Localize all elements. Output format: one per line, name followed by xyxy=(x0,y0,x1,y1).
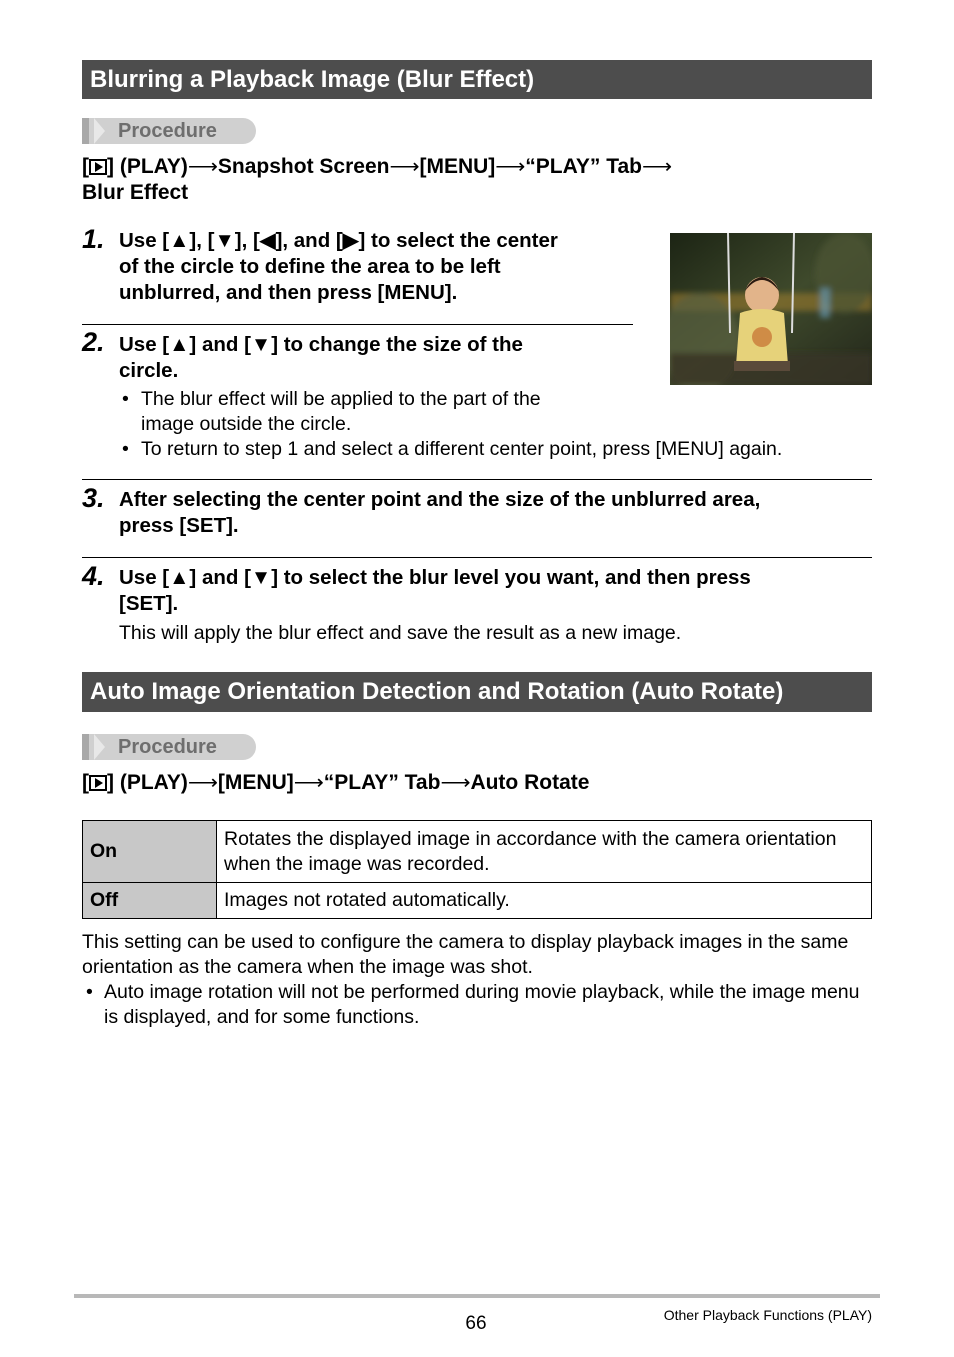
divider xyxy=(82,479,872,480)
section-title-blur-effect xyxy=(82,60,872,99)
divider xyxy=(82,557,872,558)
arrow-right-icon: ⟶ xyxy=(187,771,219,794)
procedure-badge xyxy=(82,118,256,144)
divider xyxy=(82,324,633,325)
option-key: On xyxy=(83,821,217,883)
play-icon xyxy=(89,775,107,791)
menu-path: [ ] (PLAY)⟶[MENU]⟶“PLAY” Tab⟶Auto Rotate xyxy=(82,771,590,794)
auto-rotate-options-table xyxy=(82,820,872,919)
section-title-text: Blurring a Playback Image (Blur Effect) xyxy=(90,65,535,93)
play-icon xyxy=(89,159,107,175)
option-key: Off xyxy=(83,883,217,919)
procedure-label: Procedure xyxy=(118,736,217,758)
arrow-right-icon: ⟶ xyxy=(495,155,526,178)
step-3-text: After selecting the center point and the size of the unblurred area, press [SET]. xyxy=(119,488,761,537)
arrow-right-icon: ⟶ xyxy=(389,155,420,178)
step-number: 4. xyxy=(82,561,105,591)
step-4-text: Use [▲] and [▼] to select the blur level you want, and then press [SET]. xyxy=(119,566,751,615)
step-number: 2. xyxy=(82,327,105,357)
bullet-marker: • xyxy=(122,438,129,460)
sample-photo-child-on-swing xyxy=(670,233,872,385)
step-number: 1. xyxy=(82,224,105,254)
option-description: Images not rotated automatically. xyxy=(217,883,872,919)
section-title-text: Auto Image Orientation Detection and Rotation (Auto Rotate) xyxy=(90,678,784,705)
body-paragraph: This setting can be used to configure the camera to display playback images in the same orientation as the camera when the image was shot. xyxy=(82,931,849,978)
chapter-title: Other Playback Functions (PLAY) xyxy=(663,1307,872,1323)
bullet-text: To return to step 1 and select a different center point, press [MENU] again. xyxy=(141,438,783,460)
footer-divider xyxy=(74,1294,880,1298)
arrow-right-icon: ⟶ xyxy=(293,771,324,794)
arrow-right-icon: ⟶ xyxy=(642,155,673,178)
procedure-label: Procedure xyxy=(118,120,217,142)
section-title-auto-rotate xyxy=(82,672,872,712)
arrow-right-icon: ⟶ xyxy=(187,155,219,178)
step-2-text: Use [▲] and [▼] to change the size of the circle. xyxy=(119,333,523,382)
bullet-text: Auto image rotation will not be performed during movie playback, while the image menu is displayed, and for some functions. xyxy=(104,981,860,1028)
bullet-marker: • xyxy=(86,981,93,1003)
menu-path: [ ] (PLAY)⟶Snapshot Screen⟶[MENU]⟶“PLAY” Tab⟶ Blur Effect xyxy=(82,155,673,204)
step-number: 3. xyxy=(82,483,105,513)
arrow-right-icon: ⟶ xyxy=(440,771,471,794)
step-4-note: This will apply the blur effect and save the result as a new image. xyxy=(119,622,682,644)
step-1-text: Use [▲], [▼], [◀], and [▶] to select the center of the circle to define the area to be left unblurred, and then press [MENU]. xyxy=(119,229,558,304)
bullet-marker: • xyxy=(122,388,129,410)
table-row xyxy=(83,883,872,919)
procedure-badge xyxy=(82,734,256,760)
table-row xyxy=(83,821,872,883)
bullet-text: The blur effect will be applied to the part of the image outside the circle. xyxy=(141,388,541,435)
page-number: 66 xyxy=(465,1313,487,1334)
option-description: Rotates the displayed image in accordance with the camera orientation when the image was recorded. xyxy=(217,821,872,883)
